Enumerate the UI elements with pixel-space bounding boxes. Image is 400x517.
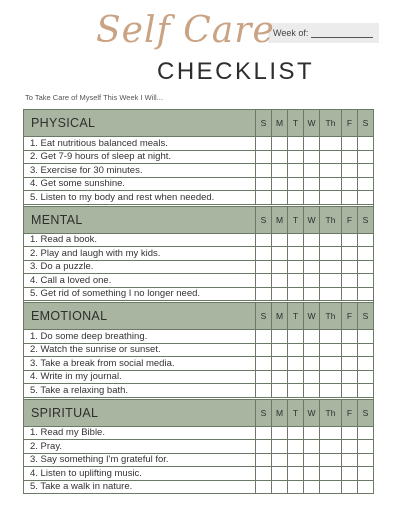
checklist-item-label: 5. Take a relaxing bath. (24, 384, 256, 398)
day-checkbox-cell[interactable] (358, 384, 374, 398)
table-row (24, 164, 374, 178)
day-header: F (342, 206, 358, 233)
day-checkbox-cell[interactable] (342, 287, 358, 301)
day-checkbox-cell[interactable] (272, 440, 288, 454)
day-header: S (256, 399, 272, 426)
day-checkbox-cell[interactable] (304, 343, 320, 357)
day-checkbox-cell[interactable] (288, 177, 304, 191)
checklist-item-label: 3. Take a break from social media. (24, 357, 256, 371)
day-checkbox-cell[interactable] (288, 426, 304, 440)
day-checkbox-cell[interactable] (272, 274, 288, 288)
section-title: SPIRITUAL (24, 399, 256, 426)
day-checkbox-cell[interactable] (342, 191, 358, 205)
day-checkbox-cell[interactable] (358, 426, 374, 440)
day-checkbox-cell[interactable] (304, 330, 320, 344)
day-checkbox-cell[interactable] (288, 467, 304, 481)
day-checkbox-cell[interactable] (304, 233, 320, 247)
day-checkbox-cell[interactable] (342, 426, 358, 440)
day-checkbox-cell[interactable] (272, 137, 288, 151)
day-checkbox-cell[interactable] (342, 467, 358, 481)
day-checkbox-cell[interactable] (358, 150, 374, 164)
day-checkbox-cell[interactable] (320, 426, 342, 440)
day-checkbox-cell[interactable] (288, 274, 304, 288)
day-checkbox-cell[interactable] (288, 453, 304, 467)
day-checkbox-cell[interactable] (288, 260, 304, 274)
day-checkbox-cell[interactable] (288, 233, 304, 247)
day-checkbox-cell[interactable] (320, 370, 342, 384)
table-row (24, 343, 374, 357)
day-checkbox-cell[interactable] (272, 480, 288, 494)
table-row (24, 274, 374, 288)
day-checkbox-cell[interactable] (256, 357, 272, 371)
day-checkbox-cell[interactable] (304, 150, 320, 164)
day-checkbox-cell[interactable] (342, 177, 358, 191)
day-checkbox-cell[interactable] (320, 260, 342, 274)
day-checkbox-cell[interactable] (320, 384, 342, 398)
section-title: MENTAL (24, 206, 256, 233)
day-checkbox-cell[interactable] (272, 150, 288, 164)
table-row (24, 426, 374, 440)
day-checkbox-cell[interactable] (342, 357, 358, 371)
day-checkbox-cell[interactable] (256, 480, 272, 494)
day-checkbox-cell[interactable] (256, 467, 272, 481)
day-checkbox-cell[interactable] (304, 274, 320, 288)
table-row (24, 330, 374, 344)
day-header: S (358, 399, 374, 426)
table-row (24, 150, 374, 164)
day-checkbox-cell[interactable] (288, 150, 304, 164)
day-header: F (342, 399, 358, 426)
day-checkbox-cell[interactable] (256, 274, 272, 288)
table-row (24, 370, 374, 384)
day-checkbox-cell[interactable] (342, 453, 358, 467)
day-checkbox-cell[interactable] (342, 274, 358, 288)
day-checkbox-cell[interactable] (320, 480, 342, 494)
section-header-spiritual (24, 399, 374, 426)
day-checkbox-cell[interactable] (342, 247, 358, 261)
day-checkbox-cell[interactable] (342, 440, 358, 454)
day-checkbox-cell[interactable] (256, 426, 272, 440)
day-checkbox-cell[interactable] (342, 343, 358, 357)
table-row (24, 177, 374, 191)
table-row (24, 137, 374, 151)
day-checkbox-cell[interactable] (272, 191, 288, 205)
day-checkbox-cell[interactable] (320, 247, 342, 261)
day-header: T (288, 399, 304, 426)
day-checkbox-cell[interactable] (256, 287, 272, 301)
day-checkbox-cell[interactable] (288, 247, 304, 261)
day-checkbox-cell[interactable] (342, 260, 358, 274)
day-checkbox-cell[interactable] (256, 164, 272, 178)
day-checkbox-cell[interactable] (272, 247, 288, 261)
day-header: M (272, 110, 288, 137)
section-title: EMOTIONAL (24, 303, 256, 330)
day-checkbox-cell[interactable] (272, 330, 288, 344)
day-checkbox-cell[interactable] (256, 177, 272, 191)
day-checkbox-cell[interactable] (358, 137, 374, 151)
checklist-item-label: 2. Play and laugh with my kids. (24, 247, 256, 261)
day-checkbox-cell[interactable] (358, 274, 374, 288)
day-checkbox-cell[interactable] (320, 287, 342, 301)
day-checkbox-cell[interactable] (320, 343, 342, 357)
day-checkbox-cell[interactable] (358, 343, 374, 357)
day-header: S (256, 110, 272, 137)
day-checkbox-cell[interactable] (320, 191, 342, 205)
day-checkbox-cell[interactable] (320, 440, 342, 454)
day-checkbox-cell[interactable] (256, 260, 272, 274)
day-checkbox-cell[interactable] (320, 233, 342, 247)
checklist-item-label: 5. Get rid of something I no longer need. (24, 287, 256, 301)
day-checkbox-cell[interactable] (304, 287, 320, 301)
day-checkbox-cell[interactable] (358, 191, 374, 205)
day-checkbox-cell[interactable] (272, 370, 288, 384)
day-checkbox-cell[interactable] (256, 137, 272, 151)
day-header: Th (320, 399, 342, 426)
checklist-item-label: 1. Read my Bible. (24, 426, 256, 440)
day-checkbox-cell[interactable] (358, 260, 374, 274)
day-header: S (256, 206, 272, 233)
table-row (24, 260, 374, 274)
day-checkbox-cell[interactable] (358, 247, 374, 261)
day-checkbox-cell[interactable] (304, 247, 320, 261)
day-checkbox-cell[interactable] (256, 384, 272, 398)
day-checkbox-cell[interactable] (304, 384, 320, 398)
day-checkbox-cell[interactable] (272, 287, 288, 301)
day-checkbox-cell[interactable] (320, 137, 342, 151)
day-checkbox-cell[interactable] (320, 467, 342, 481)
checklist-item-label: 2. Watch the sunrise or sunset. (24, 343, 256, 357)
table-row (24, 467, 374, 481)
table-row (24, 357, 374, 371)
table-row (24, 287, 374, 301)
day-checkbox-cell[interactable] (256, 247, 272, 261)
checklist-item-label: 2. Get 7-9 hours of sleep at night. (24, 150, 256, 164)
day-checkbox-cell[interactable] (272, 467, 288, 481)
day-checkbox-cell[interactable] (288, 440, 304, 454)
title-script: Self Care (96, 10, 275, 51)
day-checkbox-cell[interactable] (358, 357, 374, 371)
day-checkbox-cell[interactable] (256, 440, 272, 454)
day-checkbox-cell[interactable] (304, 426, 320, 440)
checklist-item-label: 3. Say something I'm grateful for. (24, 453, 256, 467)
table-row (24, 480, 374, 494)
checklist-item-label: 3. Do a puzzle. (24, 260, 256, 274)
day-checkbox-cell[interactable] (256, 330, 272, 344)
day-checkbox-cell[interactable] (256, 233, 272, 247)
day-checkbox-cell[interactable] (304, 177, 320, 191)
day-header: S (358, 110, 374, 137)
day-checkbox-cell[interactable] (320, 177, 342, 191)
day-checkbox-cell[interactable] (256, 150, 272, 164)
checklist-item-label: 3. Exercise for 30 minutes. (24, 164, 256, 178)
page-title: CHECKLIST (157, 58, 315, 85)
day-header: W (304, 110, 320, 137)
day-header: F (342, 303, 358, 330)
day-checkbox-cell[interactable] (358, 330, 374, 344)
day-checkbox-cell[interactable] (272, 164, 288, 178)
day-checkbox-cell[interactable] (358, 287, 374, 301)
day-checkbox-cell[interactable] (288, 330, 304, 344)
day-checkbox-cell[interactable] (358, 440, 374, 454)
section-header-physical (24, 110, 374, 137)
day-checkbox-cell[interactable] (256, 370, 272, 384)
day-checkbox-cell[interactable] (320, 330, 342, 344)
day-checkbox-cell[interactable] (342, 150, 358, 164)
day-checkbox-cell[interactable] (342, 137, 358, 151)
section-header-emotional (24, 303, 374, 330)
day-header: M (272, 399, 288, 426)
day-checkbox-cell[interactable] (288, 164, 304, 178)
day-checkbox-cell[interactable] (304, 440, 320, 454)
checklist-item-label: 2. Pray. (24, 440, 256, 454)
day-checkbox-cell[interactable] (320, 357, 342, 371)
day-checkbox-cell[interactable] (320, 453, 342, 467)
day-checkbox-cell[interactable] (272, 177, 288, 191)
day-checkbox-cell[interactable] (342, 233, 358, 247)
day-checkbox-cell[interactable] (272, 384, 288, 398)
checklist-item-label: 1. Read a book. (24, 233, 256, 247)
day-checkbox-cell[interactable] (320, 274, 342, 288)
checklist-item-label: 4. Listen to uplifting music. (24, 467, 256, 481)
section-header-mental (24, 206, 374, 233)
day-checkbox-cell[interactable] (288, 480, 304, 494)
day-checkbox-cell[interactable] (342, 164, 358, 178)
day-checkbox-cell[interactable] (272, 357, 288, 371)
day-checkbox-cell[interactable] (304, 191, 320, 205)
day-header: T (288, 206, 304, 233)
day-checkbox-cell[interactable] (288, 137, 304, 151)
day-checkbox-cell[interactable] (320, 150, 342, 164)
checklist-table (23, 109, 374, 494)
week-of-blank[interactable] (311, 28, 373, 38)
day-checkbox-cell[interactable] (288, 384, 304, 398)
week-of-label: Week of: (273, 28, 309, 38)
checklist-item-label: 5. Listen to my body and rest when needed. (24, 191, 256, 205)
day-checkbox-cell[interactable] (304, 260, 320, 274)
day-header: T (288, 303, 304, 330)
table-row (24, 247, 374, 261)
table-row (24, 453, 374, 467)
day-header: W (304, 399, 320, 426)
section-title: PHYSICAL (24, 110, 256, 137)
day-checkbox-cell[interactable] (304, 467, 320, 481)
day-checkbox-cell[interactable] (342, 330, 358, 344)
checklist-item-label: 1. Eat nutritious balanced meals. (24, 137, 256, 151)
table-row (24, 440, 374, 454)
day-header: S (358, 206, 374, 233)
day-checkbox-cell[interactable] (358, 177, 374, 191)
day-header: W (304, 303, 320, 330)
checklist-item-label: 4. Write in my journal. (24, 370, 256, 384)
day-header: S (256, 303, 272, 330)
day-checkbox-cell[interactable] (342, 480, 358, 494)
day-checkbox-cell[interactable] (288, 343, 304, 357)
day-header: W (304, 206, 320, 233)
day-header: S (358, 303, 374, 330)
day-header: F (342, 110, 358, 137)
day-checkbox-cell[interactable] (358, 480, 374, 494)
checklist-item-label: 5. Take a walk in nature. (24, 480, 256, 494)
day-header: Th (320, 110, 342, 137)
day-checkbox-cell[interactable] (256, 191, 272, 205)
day-checkbox-cell[interactable] (272, 343, 288, 357)
table-row (24, 233, 374, 247)
day-checkbox-cell[interactable] (288, 370, 304, 384)
day-checkbox-cell[interactable] (288, 357, 304, 371)
day-checkbox-cell[interactable] (304, 357, 320, 371)
day-header: T (288, 110, 304, 137)
day-checkbox-cell[interactable] (358, 370, 374, 384)
day-checkbox-cell[interactable] (304, 480, 320, 494)
day-checkbox-cell[interactable] (358, 467, 374, 481)
day-checkbox-cell[interactable] (342, 370, 358, 384)
day-checkbox-cell[interactable] (272, 453, 288, 467)
day-checkbox-cell[interactable] (358, 453, 374, 467)
day-checkbox-cell[interactable] (288, 191, 304, 205)
day-checkbox-cell[interactable] (320, 164, 342, 178)
day-checkbox-cell[interactable] (304, 453, 320, 467)
day-checkbox-cell[interactable] (288, 287, 304, 301)
day-header: M (272, 206, 288, 233)
day-checkbox-cell[interactable] (358, 233, 374, 247)
checklist-item-label: 1. Do some deep breathing. (24, 330, 256, 344)
day-checkbox-cell[interactable] (256, 453, 272, 467)
table-row (24, 384, 374, 398)
day-checkbox-cell[interactable] (342, 384, 358, 398)
day-header: Th (320, 303, 342, 330)
day-checkbox-cell[interactable] (272, 233, 288, 247)
checklist-item-label: 4. Call a loved one. (24, 274, 256, 288)
day-header: Th (320, 206, 342, 233)
checklist-item-label: 4. Get some sunshine. (24, 177, 256, 191)
day-checkbox-cell[interactable] (304, 164, 320, 178)
day-checkbox-cell[interactable] (272, 426, 288, 440)
day-checkbox-cell[interactable] (304, 370, 320, 384)
day-checkbox-cell[interactable] (272, 260, 288, 274)
intro-text: To Take Care of Myself This Week I Will... (25, 93, 163, 102)
day-checkbox-cell[interactable] (304, 137, 320, 151)
table-row (24, 191, 374, 205)
day-header: M (272, 303, 288, 330)
day-checkbox-cell[interactable] (256, 343, 272, 357)
day-checkbox-cell[interactable] (358, 164, 374, 178)
